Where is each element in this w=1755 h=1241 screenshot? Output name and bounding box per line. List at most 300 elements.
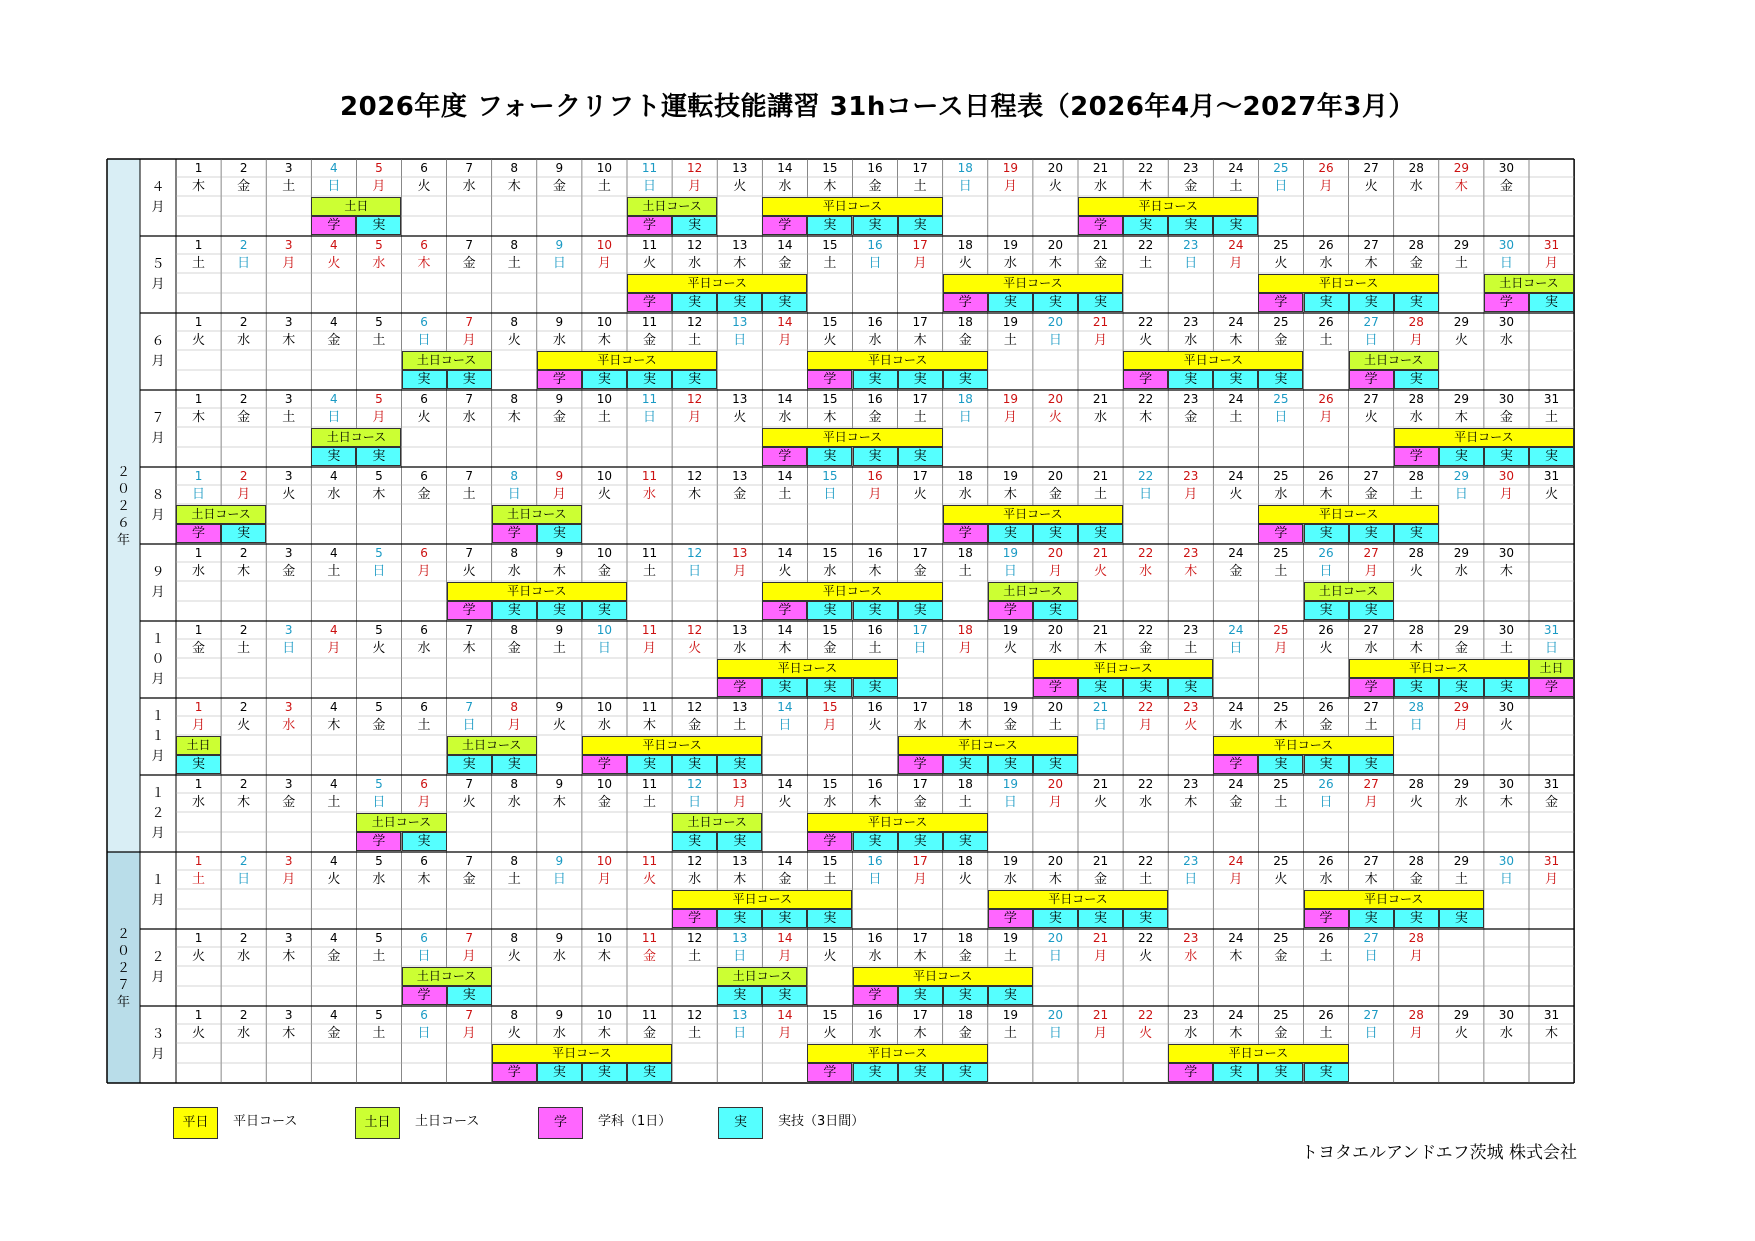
weekday-label: 土 bbox=[1229, 410, 1243, 425]
practical-day-box: 実 bbox=[1213, 370, 1258, 389]
weekday-label: 月 bbox=[372, 410, 386, 425]
day-number: 21 bbox=[1092, 238, 1109, 252]
day-number: 11 bbox=[641, 315, 658, 329]
day-number: 8 bbox=[510, 469, 519, 483]
weekday-label: 水 bbox=[778, 410, 792, 425]
day-number: 3 bbox=[284, 469, 293, 483]
weekday-label: 月 bbox=[462, 333, 476, 348]
weekday-label: 土 bbox=[462, 487, 476, 502]
weekday-label: 日 bbox=[282, 641, 296, 656]
weekday-label: 日 bbox=[1454, 487, 1468, 502]
weekday-label: 金 bbox=[1003, 718, 1017, 733]
weekend-course-bar: 土日コース bbox=[1304, 582, 1394, 601]
weekday-label: 日 bbox=[1003, 795, 1017, 810]
legend-label: 実技（3日間） bbox=[778, 1114, 865, 1129]
day-number: 27 bbox=[1363, 392, 1379, 406]
weekday-label: 月 bbox=[733, 795, 747, 810]
practical-day-box: 実 bbox=[1033, 601, 1078, 620]
day-number: 12 bbox=[687, 623, 703, 637]
weekday-label: 金 bbox=[1319, 718, 1333, 733]
weekday-course-bar: 平日コース bbox=[672, 890, 852, 909]
weekday-label: 金 bbox=[462, 256, 476, 271]
day-number: 10 bbox=[596, 777, 613, 791]
day-number: 21 bbox=[1092, 623, 1109, 637]
day-number: 12 bbox=[687, 777, 703, 791]
day-number: 9 bbox=[555, 700, 564, 714]
practical-day-box: 実 bbox=[1529, 447, 1574, 466]
practical-day-box: 実 bbox=[717, 832, 762, 851]
weekday-label: 木 bbox=[1454, 410, 1468, 425]
day-number: 22 bbox=[1138, 931, 1154, 945]
weekday-course-bar: 平日コース bbox=[762, 197, 942, 216]
weekday-label: 日 bbox=[552, 872, 566, 887]
weekend-course-bar: 土日コース bbox=[311, 428, 401, 447]
practical-day-box: 実 bbox=[1078, 909, 1123, 928]
practical-day-box: 実 bbox=[1078, 293, 1123, 312]
day-number: 18 bbox=[957, 777, 973, 791]
weekday-label: 金 bbox=[1454, 641, 1468, 656]
day-number: 3 bbox=[284, 392, 293, 406]
weekday-label: 火 bbox=[552, 718, 566, 733]
weekday-label: 水 bbox=[507, 564, 521, 579]
practical-day-box: 実 bbox=[988, 293, 1033, 312]
weekday-label: 日 bbox=[913, 641, 927, 656]
day-number: 11 bbox=[641, 546, 658, 560]
weekday-label: 火 bbox=[1003, 641, 1017, 656]
practical-day-box: 実 bbox=[447, 755, 492, 774]
day-number: 13 bbox=[732, 238, 748, 252]
practical-day-box: 実 bbox=[898, 370, 943, 389]
weekday-label: 土 bbox=[372, 1026, 386, 1041]
weekday-label: 金 bbox=[597, 564, 611, 579]
weekday-label: 日 bbox=[237, 872, 251, 887]
month-label: ２ 月 bbox=[151, 949, 165, 985]
day-number: 21 bbox=[1092, 777, 1109, 791]
day-number: 27 bbox=[1363, 1008, 1379, 1022]
day-number: 17 bbox=[912, 1008, 928, 1022]
classroom-day-box: 学 bbox=[672, 909, 717, 928]
weekday-course-bar: 平日コース bbox=[537, 351, 717, 370]
weekday-label: 金 bbox=[282, 795, 296, 810]
weekday-label: 土 bbox=[688, 333, 702, 348]
weekday-label: 月 bbox=[1048, 564, 1062, 579]
day-number: 13 bbox=[732, 315, 748, 329]
weekday-course-bar: 平日コース bbox=[582, 736, 762, 755]
weekday-label: 木 bbox=[417, 256, 431, 271]
day-number: 6 bbox=[420, 161, 428, 175]
weekday-label: 土 bbox=[372, 333, 386, 348]
weekday-label: 金 bbox=[868, 410, 882, 425]
practical-day-box: 実 bbox=[1168, 678, 1213, 697]
day-number: 7 bbox=[465, 469, 473, 483]
practical-day-box: 実 bbox=[717, 293, 762, 312]
day-number: 9 bbox=[555, 623, 564, 637]
weekday-label: 水 bbox=[868, 1026, 882, 1041]
day-number: 7 bbox=[465, 700, 473, 714]
weekday-label: 月 bbox=[688, 410, 702, 425]
day-number: 22 bbox=[1138, 700, 1154, 714]
weekday-label: 木 bbox=[913, 1026, 927, 1041]
weekday-label: 月 bbox=[913, 256, 927, 271]
day-number: 27 bbox=[1363, 315, 1379, 329]
year-label: ２ ０ ２ ６ 年 bbox=[116, 464, 130, 548]
classroom-day-box: 学 bbox=[311, 216, 356, 235]
weekday-label: 火 bbox=[688, 641, 702, 656]
day-number: 25 bbox=[1273, 700, 1289, 714]
weekday-label: 火 bbox=[1454, 1026, 1468, 1041]
day-number: 19 bbox=[1002, 854, 1018, 868]
day-number: 31 bbox=[1543, 854, 1560, 868]
weekday-label: 木 bbox=[462, 641, 476, 656]
weekday-label: 火 bbox=[507, 333, 521, 348]
weekday-label: 土 bbox=[1274, 564, 1288, 579]
weekday-label: 土 bbox=[327, 564, 341, 579]
day-number: 26 bbox=[1318, 238, 1334, 252]
weekday-course-bar: 平日コース bbox=[1394, 428, 1574, 447]
day-number: 25 bbox=[1273, 854, 1289, 868]
day-number: 20 bbox=[1047, 931, 1064, 945]
practical-day-box: 実 bbox=[1349, 909, 1394, 928]
weekday-label: 火 bbox=[958, 256, 972, 271]
weekday-label: 月 bbox=[1229, 872, 1243, 887]
day-number: 28 bbox=[1408, 700, 1424, 714]
weekday-label: 月 bbox=[1545, 872, 1559, 887]
day-number: 22 bbox=[1138, 238, 1154, 252]
day-number: 30 bbox=[1498, 315, 1515, 329]
day-number: 18 bbox=[957, 854, 973, 868]
day-number: 9 bbox=[555, 931, 564, 945]
weekday-label: 月 bbox=[1094, 333, 1108, 348]
day-number: 10 bbox=[596, 854, 613, 868]
weekday-course-bar: 平日コース bbox=[807, 813, 987, 832]
practical-day-box: 実 bbox=[853, 216, 898, 235]
weekday-label: 水 bbox=[1409, 410, 1423, 425]
weekday-label: 日 bbox=[1048, 949, 1062, 964]
day-number: 4 bbox=[330, 931, 338, 945]
weekday-label: 日 bbox=[237, 256, 251, 271]
weekday-label: 日 bbox=[462, 718, 476, 733]
day-number: 18 bbox=[957, 700, 973, 714]
weekday-label: 水 bbox=[327, 487, 341, 502]
weekday-label: 金 bbox=[778, 256, 792, 271]
practical-day-box: 実 bbox=[807, 447, 852, 466]
weekday-label: 水 bbox=[1364, 641, 1378, 656]
day-number: 7 bbox=[465, 392, 473, 406]
practical-day-box: 実 bbox=[1168, 370, 1213, 389]
weekday-label: 金 bbox=[1229, 564, 1243, 579]
day-number: 12 bbox=[687, 315, 703, 329]
weekday-label: 火 bbox=[1139, 949, 1153, 964]
weekday-label: 水 bbox=[1184, 333, 1198, 348]
day-number: 7 bbox=[465, 546, 473, 560]
day-number: 21 bbox=[1092, 546, 1109, 560]
weekend-course-bar: 土日コース bbox=[717, 967, 807, 986]
weekday-label: 月 bbox=[1409, 949, 1423, 964]
day-number: 5 bbox=[375, 854, 383, 868]
weekday-label: 日 bbox=[597, 641, 611, 656]
day-number: 23 bbox=[1183, 238, 1199, 252]
day-number: 13 bbox=[732, 700, 748, 714]
classroom-day-box: 学 bbox=[402, 986, 447, 1005]
weekend-course-bar: 土日 bbox=[311, 197, 401, 216]
weekday-label: 金 bbox=[597, 795, 611, 810]
day-number: 29 bbox=[1453, 854, 1469, 868]
weekday-label: 土 bbox=[958, 564, 972, 579]
weekday-label: 木 bbox=[1003, 487, 1017, 502]
classroom-day-box: 学 bbox=[1529, 678, 1574, 697]
weekday-course-bar: 平日コース bbox=[1258, 274, 1438, 293]
day-number: 8 bbox=[510, 315, 519, 329]
weekday-label: 火 bbox=[1409, 564, 1423, 579]
practical-day-box: 実 bbox=[762, 293, 807, 312]
weekday-label: 土 bbox=[192, 872, 206, 887]
day-number: 26 bbox=[1318, 469, 1334, 483]
day-number: 11 bbox=[641, 931, 658, 945]
weekday-label: 土 bbox=[282, 179, 296, 194]
day-number: 14 bbox=[777, 1008, 793, 1022]
day-number: 29 bbox=[1453, 777, 1469, 791]
weekday-label: 月 bbox=[1139, 718, 1153, 733]
day-number: 29 bbox=[1453, 238, 1469, 252]
day-number: 22 bbox=[1138, 469, 1154, 483]
weekday-label: 日 bbox=[552, 256, 566, 271]
weekday-label: 月 bbox=[1229, 256, 1243, 271]
day-number: 8 bbox=[510, 854, 519, 868]
day-number: 20 bbox=[1047, 854, 1064, 868]
day-number: 28 bbox=[1408, 854, 1424, 868]
day-number: 16 bbox=[867, 700, 883, 714]
day-number: 30 bbox=[1498, 392, 1515, 406]
weekday-label: 土 bbox=[372, 949, 386, 964]
day-number: 2 bbox=[239, 931, 248, 945]
day-number: 7 bbox=[465, 854, 473, 868]
practical-day-box: 実 bbox=[898, 1063, 943, 1082]
weekday-label: 火 bbox=[327, 872, 341, 887]
practical-day-box: 実 bbox=[1123, 678, 1168, 697]
weekday-label: 水 bbox=[417, 641, 431, 656]
weekday-label: 土 bbox=[1003, 333, 1017, 348]
weekday-label: 月 bbox=[597, 872, 611, 887]
weekday-label: 金 bbox=[327, 1026, 341, 1041]
practical-day-box: 実 bbox=[1258, 1063, 1303, 1082]
day-number: 6 bbox=[420, 238, 428, 252]
weekday-label: 金 bbox=[1184, 179, 1198, 194]
weekday-label: 火 bbox=[643, 256, 657, 271]
weekday-label: 月 bbox=[823, 718, 837, 733]
practical-day-box: 実 bbox=[1304, 1063, 1349, 1082]
classroom-day-box: 学 bbox=[1168, 1063, 1213, 1082]
weekday-label: 火 bbox=[1274, 256, 1288, 271]
legend-swatch: 実 bbox=[718, 1107, 763, 1139]
weekday-label: 火 bbox=[1364, 179, 1378, 194]
practical-day-box: 実 bbox=[1213, 1063, 1258, 1082]
weekday-course-bar: 平日コース bbox=[447, 582, 627, 601]
day-number: 11 bbox=[641, 1008, 658, 1022]
weekday-label: 月 bbox=[1545, 256, 1559, 271]
weekday-label: 水 bbox=[1139, 564, 1153, 579]
weekday-course-bar: 平日コース bbox=[1168, 1044, 1348, 1063]
weekday-label: 金 bbox=[507, 641, 521, 656]
day-number: 19 bbox=[1002, 238, 1018, 252]
weekday-label: 金 bbox=[237, 410, 251, 425]
practical-day-box: 実 bbox=[1439, 909, 1484, 928]
day-number: 20 bbox=[1047, 546, 1064, 560]
practical-day-box: 実 bbox=[221, 524, 266, 543]
weekday-label: 木 bbox=[913, 949, 927, 964]
day-number: 16 bbox=[867, 546, 883, 560]
weekday-label: 金 bbox=[1139, 641, 1153, 656]
classroom-day-box: 学 bbox=[537, 370, 582, 389]
weekday-label: 火 bbox=[913, 487, 927, 502]
weekday-label: 金 bbox=[327, 333, 341, 348]
day-number: 9 bbox=[555, 777, 564, 791]
classroom-day-box: 学 bbox=[1349, 678, 1394, 697]
weekday-label: 水 bbox=[1499, 333, 1513, 348]
day-number: 12 bbox=[687, 1008, 703, 1022]
day-number: 3 bbox=[284, 1008, 293, 1022]
weekday-label: 金 bbox=[643, 333, 657, 348]
practical-day-box: 実 bbox=[537, 524, 582, 543]
day-number: 27 bbox=[1363, 777, 1379, 791]
practical-day-box: 実 bbox=[582, 370, 627, 389]
weekday-label: 日 bbox=[688, 795, 702, 810]
classroom-day-box: 学 bbox=[1258, 293, 1303, 312]
practical-day-box: 実 bbox=[672, 293, 717, 312]
practical-day-box: 実 bbox=[537, 601, 582, 620]
weekday-label: 日 bbox=[733, 333, 747, 348]
weekday-label: 木 bbox=[327, 718, 341, 733]
weekday-label: 土 bbox=[733, 718, 747, 733]
practical-day-box: 実 bbox=[943, 832, 988, 851]
day-number: 15 bbox=[822, 315, 838, 329]
practical-day-box: 実 bbox=[1258, 370, 1303, 389]
weekday-label: 火 bbox=[1274, 872, 1288, 887]
day-number: 2 bbox=[239, 700, 248, 714]
month-label: ７ 月 bbox=[151, 410, 165, 446]
weekday-label: 月 bbox=[1409, 333, 1423, 348]
weekday-label: 土 bbox=[1229, 179, 1243, 194]
classroom-day-box: 学 bbox=[853, 986, 898, 1005]
practical-day-box: 実 bbox=[943, 755, 988, 774]
practical-day-box: 実 bbox=[898, 601, 943, 620]
day-number: 9 bbox=[555, 1008, 564, 1022]
weekday-label: 水 bbox=[1319, 872, 1333, 887]
day-number: 2 bbox=[239, 315, 248, 329]
classroom-day-box: 学 bbox=[717, 678, 762, 697]
classroom-day-box: 学 bbox=[762, 216, 807, 235]
classroom-day-box: 学 bbox=[1484, 293, 1529, 312]
day-number: 17 bbox=[912, 469, 928, 483]
day-number: 26 bbox=[1318, 623, 1334, 637]
practical-day-box: 実 bbox=[1123, 909, 1168, 928]
classroom-day-box: 学 bbox=[807, 832, 852, 851]
day-number: 5 bbox=[375, 623, 383, 637]
weekday-label: 金 bbox=[462, 872, 476, 887]
weekday-label: 木 bbox=[1229, 333, 1243, 348]
weekday-label: 土 bbox=[1409, 487, 1423, 502]
day-number: 8 bbox=[510, 777, 519, 791]
weekday-label: 火 bbox=[823, 1026, 837, 1041]
weekday-label: 水 bbox=[823, 564, 837, 579]
weekday-label: 水 bbox=[507, 795, 521, 810]
practical-day-box: 実 bbox=[402, 832, 447, 851]
day-number: 7 bbox=[465, 623, 473, 637]
weekday-label: 金 bbox=[958, 949, 972, 964]
weekday-label: 土 bbox=[778, 487, 792, 502]
day-number: 11 bbox=[641, 777, 658, 791]
month-label: １ １ 月 bbox=[151, 708, 165, 764]
weekday-label: 火 bbox=[237, 718, 251, 733]
weekday-label: 金 bbox=[552, 410, 566, 425]
day-number: 13 bbox=[732, 623, 748, 637]
practical-day-box: 実 bbox=[627, 755, 672, 774]
day-number: 5 bbox=[375, 161, 383, 175]
weekday-label: 月 bbox=[597, 256, 611, 271]
weekday-label: 土 bbox=[913, 410, 927, 425]
day-number: 1 bbox=[194, 161, 203, 175]
weekend-course-bar: 土日コース bbox=[672, 813, 762, 832]
weekday-label: 日 bbox=[733, 949, 747, 964]
weekday-label: 水 bbox=[192, 564, 206, 579]
practical-day-box: 実 bbox=[1349, 524, 1394, 543]
day-number: 1 bbox=[194, 469, 203, 483]
day-number: 19 bbox=[1002, 546, 1018, 560]
weekday-label: 金 bbox=[868, 179, 882, 194]
weekday-label: 月 bbox=[1184, 487, 1198, 502]
weekday-label: 木 bbox=[733, 256, 747, 271]
day-number: 12 bbox=[687, 546, 703, 560]
classroom-day-box: 学 bbox=[627, 216, 672, 235]
practical-day-box: 実 bbox=[1168, 216, 1213, 235]
weekday-label: 日 bbox=[823, 487, 837, 502]
weekday-label: 月 bbox=[1319, 410, 1333, 425]
weekday-label: 日 bbox=[778, 718, 792, 733]
day-number: 23 bbox=[1183, 931, 1199, 945]
classroom-day-box: 学 bbox=[176, 524, 221, 543]
weekday-label: 木 bbox=[958, 718, 972, 733]
weekend-course-bar: 土日コース bbox=[356, 813, 446, 832]
weekday-label: 火 bbox=[1545, 487, 1559, 502]
weekday-label: 月 bbox=[778, 1026, 792, 1041]
weekday-label: 土 bbox=[507, 256, 521, 271]
day-number: 1 bbox=[194, 854, 203, 868]
day-number: 18 bbox=[957, 469, 973, 483]
day-number: 15 bbox=[822, 1008, 838, 1022]
day-number: 19 bbox=[1002, 623, 1018, 637]
day-number: 14 bbox=[777, 931, 793, 945]
day-number: 24 bbox=[1228, 623, 1244, 637]
day-number: 13 bbox=[732, 161, 748, 175]
weekday-label: 土 bbox=[868, 641, 882, 656]
weekend-course-bar: 土日コース bbox=[1484, 274, 1574, 293]
weekday-label: 日 bbox=[733, 1026, 747, 1041]
day-number: 1 bbox=[194, 1008, 203, 1022]
weekday-label: 水 bbox=[1319, 256, 1333, 271]
day-number: 16 bbox=[867, 931, 883, 945]
weekday-label: 日 bbox=[372, 795, 386, 810]
weekday-course-bar: 平日コース bbox=[943, 505, 1123, 524]
day-number: 30 bbox=[1498, 777, 1515, 791]
day-number: 14 bbox=[777, 238, 793, 252]
practical-day-box: 実 bbox=[1304, 293, 1349, 312]
weekday-label: 木 bbox=[1499, 795, 1513, 810]
classroom-day-box: 学 bbox=[1349, 370, 1394, 389]
weekday-label: 土 bbox=[1003, 949, 1017, 964]
day-number: 8 bbox=[510, 546, 519, 560]
day-number: 2 bbox=[239, 392, 248, 406]
weekday-label: 水 bbox=[1454, 795, 1468, 810]
weekday-label: 土 bbox=[1094, 487, 1108, 502]
